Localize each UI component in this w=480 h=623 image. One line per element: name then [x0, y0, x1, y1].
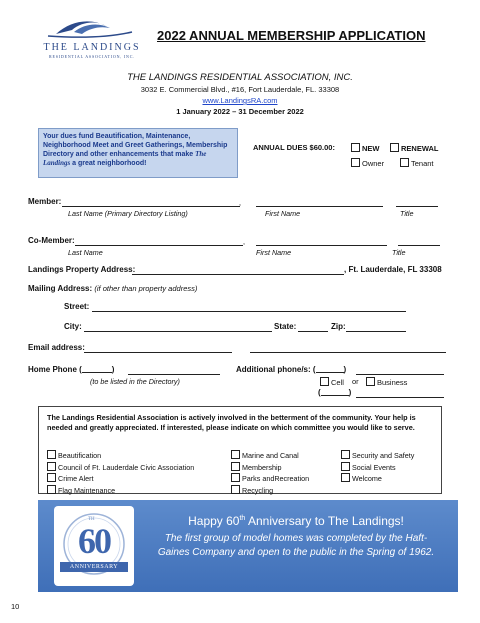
committee-intro: The Landings Residential Association is actively involved in the betterment of the community. Your help is needed and greatly appreciated. If interested, please indicate on which committee you would like to serve.	[47, 413, 416, 432]
property-address-suffix: , Ft. Lauderdale, FL 33308	[344, 265, 442, 274]
state-label: State:	[274, 322, 297, 331]
committee-col-3	[341, 450, 414, 485]
zip-label: Zip:	[331, 322, 346, 331]
dues-owner-option[interactable]	[351, 158, 384, 168]
committee-option[interactable]: Beautification	[47, 450, 194, 462]
logo	[36, 12, 148, 62]
tenant-label: Tenant	[411, 159, 434, 168]
committee-option[interactable]: Membership	[231, 462, 309, 474]
comember-title-caption: Title	[392, 248, 406, 257]
owner-checkbox[interactable]	[351, 158, 360, 167]
property-address-field[interactable]	[132, 274, 344, 275]
additional-phone-area-code-field[interactable]	[316, 372, 344, 373]
member-title-caption: Title	[400, 209, 414, 218]
dues-new-option[interactable]	[351, 143, 380, 153]
mailing-address-heading	[28, 284, 197, 293]
comember-title-field[interactable]	[398, 245, 440, 246]
mailing-label: Mailing Address:	[28, 284, 93, 293]
member-label: Member:	[28, 197, 62, 206]
email-label: Email address:	[28, 343, 85, 352]
cell-option[interactable]: Cell	[320, 377, 344, 387]
committee-col-2	[231, 450, 309, 496]
committee-option[interactable]: Social Events	[341, 462, 414, 474]
renewal-label: RENEWAL	[401, 144, 439, 153]
street-field[interactable]	[92, 311, 406, 312]
member-last-name-field[interactable]	[62, 206, 240, 207]
committee-option[interactable]: Parks andRecreation	[231, 473, 309, 485]
logo-subtitle: RESIDENTIAL ASSOCIATION, INC.	[49, 54, 135, 59]
street-label: Street:	[64, 302, 90, 311]
business-option[interactable]: Business	[366, 377, 407, 387]
comember-label: Co-Member:	[28, 236, 75, 245]
comember-first-name-field[interactable]	[256, 245, 387, 246]
additional-phone-label: Additional phone/s: ( )	[236, 365, 347, 374]
member-first-name-field[interactable]	[256, 206, 383, 207]
second-phone-field[interactable]	[356, 397, 444, 398]
badge-ribbon: ANNIVERSARY	[60, 562, 128, 572]
additional-phone-field[interactable]	[356, 374, 444, 375]
comember-last-name-field[interactable]	[75, 245, 243, 246]
dues-info-box	[38, 128, 238, 178]
dues-tenant-option[interactable]	[400, 158, 434, 168]
committee-option[interactable]: Welcome	[341, 473, 414, 485]
anniversary-body: The first group of model homes was completed by the Haft-Gaines Company and open to the public in the Spring of 1962.	[157, 533, 435, 558]
anniversary-banner	[38, 500, 458, 592]
home-phone-field[interactable]	[128, 374, 220, 375]
second-phone-paren: ( )	[318, 388, 352, 397]
business-checkbox[interactable]	[366, 377, 375, 386]
property-address-label: Landings Property Address:	[28, 265, 136, 274]
committee-box	[38, 406, 442, 494]
badge-th: TH	[88, 517, 95, 522]
owner-label: Owner	[362, 159, 385, 168]
comember-first-name-caption: First Name	[256, 248, 292, 257]
info-text: Your dues fund Beautification, Maintenance, Neighborhood Meet and Greet Gatherings, Membership Directory and other enhancements that make	[43, 133, 228, 158]
anniversary-heading: Happy 60th Anniversary to The Landings!	[188, 514, 404, 528]
second-phone-area-code-field[interactable]	[321, 395, 349, 396]
committee-option[interactable]: Crime Alert	[47, 473, 194, 485]
renewal-checkbox[interactable]	[390, 143, 399, 152]
badge-number: 60	[78, 521, 110, 561]
home-phone-label: Home Phone ( )	[28, 365, 115, 374]
org-address: 3032 E. Commercial Blvd., #16, Fort Lauderdale, FL. 33308	[140, 85, 340, 94]
city-label: City:	[64, 322, 82, 331]
cell-checkbox[interactable]	[320, 377, 329, 386]
new-checkbox[interactable]	[351, 143, 360, 152]
logo-name: THE LANDINGS	[43, 42, 141, 53]
page-number: 10	[11, 602, 20, 611]
committee-option[interactable]: Council of Ft. Lauderdale Civic Association	[47, 462, 194, 474]
member-first-name-caption: First Name	[265, 209, 301, 218]
annual-dues-label: ANNUAL DUES $60.00:	[253, 143, 335, 152]
committee-option[interactable]: Flag Maintenance	[47, 485, 194, 497]
new-label: NEW	[362, 144, 380, 153]
mailing-note: (if other than property address)	[94, 284, 198, 293]
dues-renewal-option[interactable]	[390, 143, 439, 153]
committee-col-1	[47, 450, 194, 496]
home-phone-note: (to be listed in the Directory)	[90, 377, 180, 386]
member-last-name-caption: Last Name (Primary Directory Listing)	[68, 209, 188, 218]
comember-last-name-caption: Last Name	[68, 248, 103, 257]
tenant-checkbox[interactable]	[400, 158, 409, 167]
committee-option[interactable]: Security and Safety	[341, 450, 414, 462]
committee-option[interactable]: Recycling	[231, 485, 309, 497]
state-field[interactable]	[298, 331, 328, 332]
email-field[interactable]	[84, 352, 232, 353]
membership-period: 1 January 2022 – 31 December 2022	[176, 107, 304, 116]
home-phone-area-code-field[interactable]	[82, 372, 112, 373]
org-name: THE LANDINGS RESIDENTIAL ASSOCIATION, INC.	[127, 72, 353, 83]
org-website[interactable]: www.LandingsRA.com	[202, 96, 278, 105]
or-text: or	[352, 377, 359, 386]
page-title: 2022 ANNUAL MEMBERSHIP APPLICATION	[157, 28, 426, 43]
zip-field[interactable]	[346, 331, 406, 332]
city-field[interactable]	[84, 331, 272, 332]
info-tail: a great neighborhood!	[70, 160, 147, 167]
anniversary-badge	[54, 506, 134, 586]
email-field-continued[interactable]	[250, 352, 446, 353]
committee-option[interactable]: Marine and Canal	[231, 450, 309, 462]
member-title-field[interactable]	[396, 206, 438, 207]
info-emphasis: The Landings	[43, 150, 207, 167]
landings-swirl-icon	[36, 12, 148, 42]
